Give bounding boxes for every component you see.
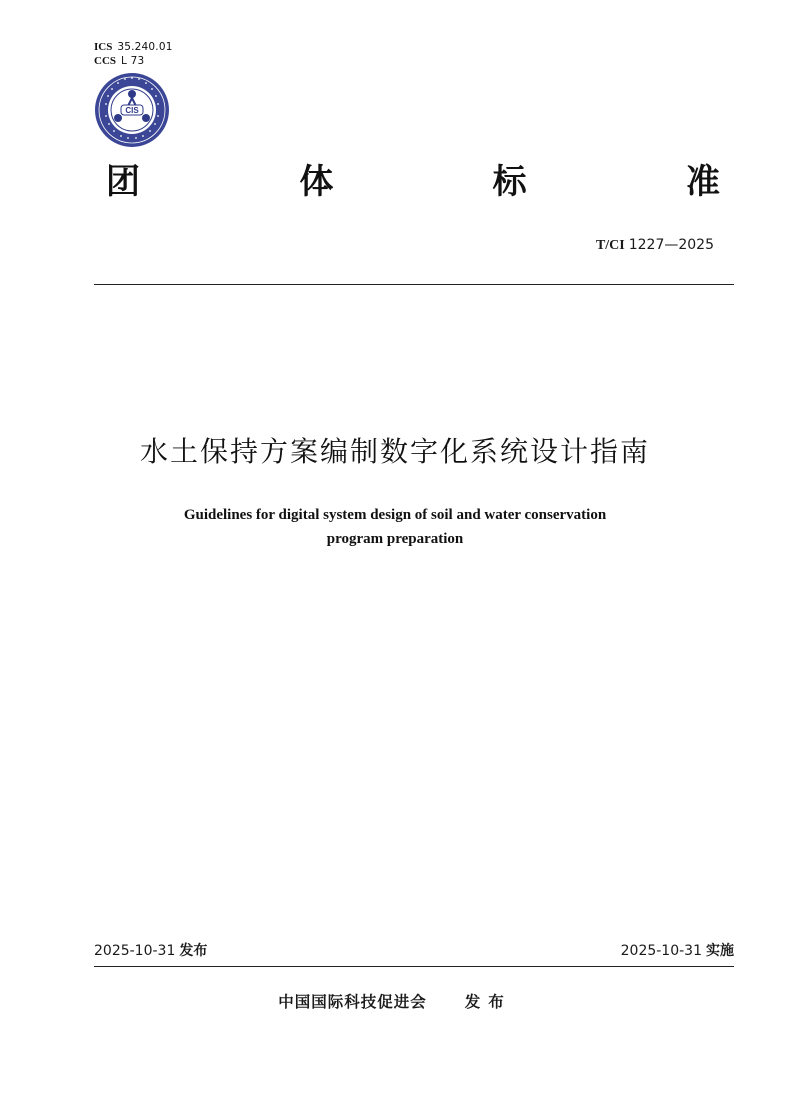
logo-center-text: CIS [125, 106, 139, 115]
title-english-line-1: Guidelines for digital system design of soil and water conservation [183, 507, 607, 523]
standard-number-code: 1227—2025 [628, 237, 714, 253]
ics-code: 35.240.01 [117, 41, 173, 53]
ccs-code: L 73 [121, 55, 145, 67]
title-chinese: 水土保持方案编制数字化系统设计指南 [139, 435, 650, 468]
issue-date [94, 942, 207, 960]
issue-date-value: 2025-10-31 [94, 943, 176, 959]
standard-type-char: 团 [106, 162, 140, 202]
implementation-date-label: 实施 [706, 943, 734, 959]
ccs-row [94, 54, 173, 68]
publisher-action: 发布 [464, 993, 512, 1011]
implementation-date-value: 2025-10-31 [620, 943, 702, 959]
standard-type-char: 准 [685, 162, 720, 202]
issue-date-label: 发布 [179, 943, 208, 959]
implementation-date [621, 942, 734, 960]
ics-row [94, 40, 173, 54]
standard-type-char: 体 [299, 162, 334, 202]
publisher-organization: 中国国际科技促进会 [278, 993, 427, 1011]
top-divider [94, 284, 734, 285]
standard-type-char: 标 [492, 162, 527, 202]
ics-label: ICS [94, 41, 113, 53]
publisher-line [0, 992, 790, 1012]
standard-number-prefix: T/CI [595, 238, 625, 253]
ccs-label: CCS [94, 55, 117, 67]
classification-codes [94, 40, 173, 68]
title-english-line-2: program preparation [326, 531, 464, 547]
organization-seal-logo [94, 72, 170, 148]
bottom-divider [94, 966, 734, 967]
title-english [0, 503, 790, 551]
standard-number [596, 236, 714, 255]
standard-type-heading [106, 160, 720, 204]
